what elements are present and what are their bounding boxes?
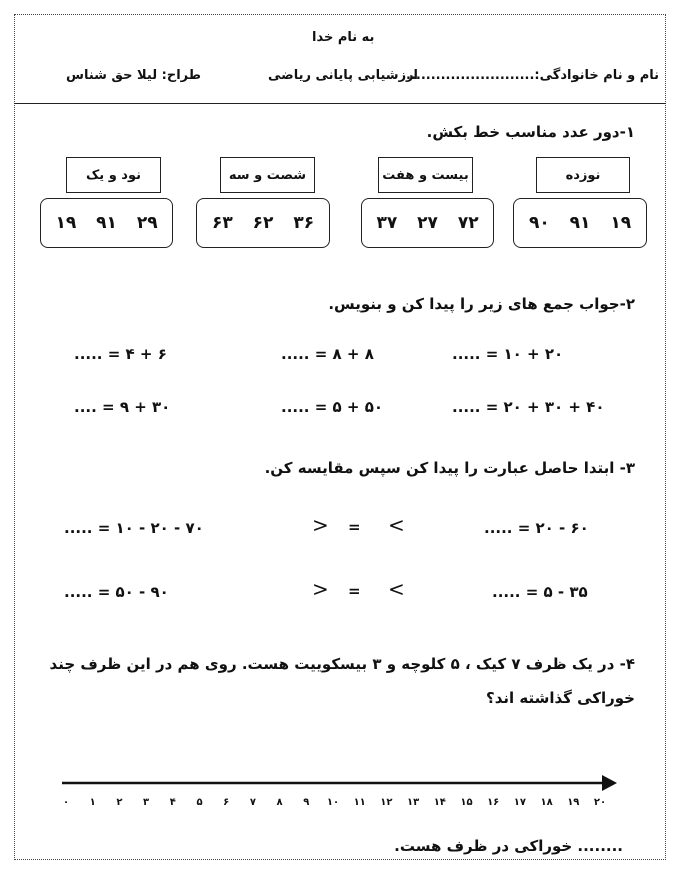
number-line-label: ۱۷ — [513, 797, 526, 808]
number-line-label: ۱ — [89, 797, 96, 808]
q1-label-1: نوزده — [536, 157, 630, 193]
number-line-arrowhead — [602, 775, 617, 791]
q3-less-than-2[interactable]: < — [388, 577, 405, 601]
q1-label-4: نود و یک — [66, 157, 161, 193]
header-section — [14, 14, 666, 104]
q1-numbers-1: ۱۹ ۹۱ ۹۰ — [513, 198, 647, 248]
number-line-label: ۱۹ — [567, 797, 580, 808]
number-line-label: ۶ — [223, 797, 230, 808]
q3-greater-than-2[interactable]: > — [312, 577, 329, 601]
q2-expr-5: ۵۰ + ۵ = ..... — [281, 398, 383, 416]
q1-label-2: بیست و هفت — [378, 157, 473, 193]
designer-credit: طراح: لیلا حق شناس — [66, 68, 201, 83]
number-line-label: ۵ — [196, 797, 203, 808]
q2-expr-4: ۴۰ + ۳۰ + ۲۰ = ..... — [452, 398, 605, 416]
q3-less-than-1[interactable]: < — [388, 513, 405, 537]
number-line — [0, 770, 683, 800]
question-3-title: ۳- ابتدا حاصل عبارت را پیدا کن سپس مقایسه کن. — [264, 459, 635, 477]
q2-expr-2: ۸ + ۸ = ..... — [281, 345, 374, 363]
q1-numbers-4: ۲۹ ۹۱ ۱۹ — [40, 198, 173, 248]
number-line-label: ۴ — [169, 797, 176, 808]
q2-expr-3: ۶ + ۴ = ..... — [74, 345, 167, 363]
basmala: به نام خدا — [312, 30, 375, 45]
worksheet-title: ارزشیابی پایانی ریاضی — [268, 68, 419, 83]
q2-expr-6: ۳۰ + ۹ = .... — [74, 398, 171, 416]
question-4-line-1: ۴- در یک ظرف ۷ کیک ، ۵ کلوچه و ۳ بیسکوییت هست. روی هم در این ظرف چند — [49, 655, 635, 673]
number-line-label: ۱۴ — [433, 797, 446, 808]
number-line-label: ۱۵ — [460, 797, 473, 808]
number-line-label: ۰ — [62, 797, 70, 808]
q3-equals-2[interactable]: = — [348, 582, 361, 600]
q1-numbers-3: ۳۶ ۶۲ ۶۳ — [196, 198, 330, 248]
q1-label-3: شصت و سه — [220, 157, 315, 193]
student-name-line: نام و نام خانوادگی:.......................... — [406, 68, 659, 83]
q3-greater-than-1[interactable]: > — [312, 513, 329, 537]
number-line-label: ۳ — [143, 797, 150, 808]
q3-expr-left-2: ۹۰ - ۵۰ = ..... — [64, 583, 169, 601]
q1-numbers-2: ۷۲ ۲۷ ۳۷ — [361, 198, 494, 248]
question-4-line-2: خوراکی گذاشته اند؟ — [486, 689, 635, 707]
q3-expr-right-2: ۳۵ - ۵ = ..... — [492, 583, 588, 601]
number-line-label: ۱۱ — [353, 797, 366, 808]
number-line-label: ۱۶ — [487, 797, 500, 808]
number-line-label: ۲۰ — [593, 797, 607, 808]
number-line-label: ۱۳ — [406, 797, 420, 808]
q3-expr-right-1: ۶۰ - ۲۰ = ..... — [484, 519, 589, 537]
question-1-title: ۱-دور عدد مناسب خط بکش. — [426, 123, 635, 141]
number-line-label: ۱۰ — [326, 797, 340, 808]
number-line-label: ۱۲ — [380, 797, 393, 808]
number-line-label: ۸ — [276, 797, 283, 808]
number-line-label: ۷ — [249, 797, 256, 808]
question-4-answer: ........ خوراکی در ظرف هست. — [394, 837, 623, 855]
q2-expr-1: ۲۰ + ۱۰ = ..... — [452, 345, 564, 363]
number-line-label: ۲ — [116, 797, 123, 808]
number-line-label: ۹ — [303, 797, 310, 808]
number-line-label: ۱۸ — [540, 797, 553, 808]
question-2-title: ۲-جواب جمع های زیر را پیدا کن و بنویس. — [328, 295, 635, 313]
q3-equals-1[interactable]: = — [348, 518, 361, 536]
q3-expr-left-1: ۷۰ - ۲۰ - ۱۰ = ..... — [64, 519, 204, 537]
